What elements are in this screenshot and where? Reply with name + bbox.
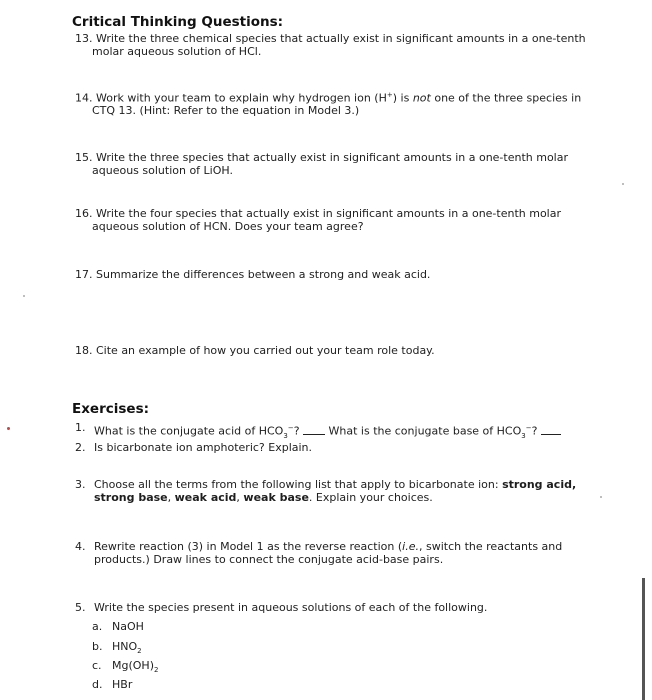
- exercise-text-part: , switch the reactants and: [418, 540, 563, 553]
- bold-term: strong base: [94, 490, 168, 504]
- sub-item-a: [92, 621, 212, 635]
- formula-part: HNO: [112, 640, 138, 653]
- subscript: 2: [137, 647, 142, 656]
- exercise-text-part: . Explain your choices.: [308, 490, 433, 504]
- subscript: 3: [521, 431, 526, 440]
- exercise-text-part: ?: [531, 424, 538, 438]
- exercise-5: [75, 602, 595, 616]
- question-number: 18.: [75, 344, 93, 357]
- exercise-text-part: What is the conjugate acid of HCO: [94, 424, 284, 438]
- exercise-4: [75, 541, 615, 569]
- formula-part: Mg(OH): [112, 659, 154, 672]
- exercise-text: [94, 422, 561, 442]
- answer-blank[interactable]: [303, 424, 325, 435]
- question-text-line2: molar aqueous solution of HCl.: [92, 44, 262, 58]
- exercise-text: [94, 479, 576, 504]
- separator: ,: [236, 490, 244, 504]
- sub-item-letter: d.: [92, 678, 103, 691]
- question-text-part: Work with your team to explain why hydrogen ion (H: [96, 91, 387, 105]
- sub-item-formula: HBr: [112, 678, 133, 691]
- question-text-line1: Cite an example of how you carried out your team role today.: [96, 344, 435, 357]
- question-text-part: one of the three species in: [430, 91, 582, 105]
- sub-item-b: [92, 641, 212, 655]
- question-15: [75, 152, 568, 177]
- question-16: [75, 208, 561, 233]
- superscript: −: [525, 424, 532, 432]
- subscript: 3: [283, 431, 288, 440]
- exercise-number: 3.: [75, 478, 86, 491]
- scan-speck: [7, 427, 10, 430]
- question-text-line2: CTQ 13. (Hint: Refer to the equation in Model 3.): [92, 104, 360, 118]
- exercise-number: 4.: [75, 540, 86, 553]
- question-number: 17.: [75, 268, 93, 281]
- superscript: −: [287, 424, 294, 432]
- question-17: [75, 269, 430, 282]
- question-text-line2: aqueous solution of HCN. Does your team agree?: [92, 219, 364, 233]
- exercise-text-part: products.) Draw lines to connect the conjugate acid-base pairs.: [94, 552, 444, 566]
- sub-item-formula: [112, 641, 142, 658]
- separator: ,: [167, 490, 175, 504]
- exercise-number: 1.: [75, 421, 86, 434]
- exercise-1: [75, 421, 595, 440]
- exercise-number: 5.: [75, 601, 86, 614]
- question-number: 15.: [75, 151, 93, 164]
- exercise-text-part: What is the conjugate base of HCO: [328, 424, 522, 438]
- emphasis-text: i.e.: [402, 540, 419, 553]
- sub-item-c: [92, 660, 212, 674]
- exercise-text-part: Rewrite reaction (3) in Model 1 as the reverse reaction (: [94, 540, 403, 553]
- superscript: +: [386, 91, 393, 99]
- question-number: 13.: [75, 32, 93, 45]
- exercise-text: [94, 541, 562, 566]
- scan-speck: [600, 496, 602, 498]
- sub-item-d: [92, 679, 212, 693]
- sub-item-formula: NaOH: [112, 620, 144, 633]
- exercise-3: [75, 479, 615, 507]
- question-text-line1: Summarize the differences between a strong and weak acid.: [96, 268, 431, 281]
- sub-item-letter: b.: [92, 640, 103, 653]
- sub-item-formula: [112, 660, 158, 677]
- scan-speck: [622, 183, 624, 185]
- bold-term: weak acid: [174, 490, 237, 504]
- question-text-line1: Write the three species that actually exist in significant amounts in a one-tenth molar: [96, 151, 569, 164]
- exercise-text: Is bicarbonate ion amphoteric? Explain.: [94, 441, 313, 454]
- question-text-line1: Write the three chemical species that actually exist in significant amounts in a one-tenth: [96, 32, 586, 45]
- question-14: [75, 89, 581, 118]
- sub-item-letter: a.: [92, 620, 103, 633]
- exercise-text-part: ?: [293, 424, 300, 438]
- question-text-part: ) is: [392, 91, 413, 105]
- bold-term: strong acid,: [502, 478, 577, 491]
- question-13: [75, 33, 586, 58]
- critical-thinking-heading: Critical Thinking Questions:: [72, 14, 284, 30]
- bold-term: weak base: [243, 490, 309, 504]
- scan-edge-shadow: [642, 578, 645, 700]
- subscript: 2: [154, 666, 159, 675]
- question-text-line1: Write the four species that actually exist in significant amounts in a one-tenth molar: [96, 207, 561, 220]
- question-number: 16.: [75, 207, 93, 220]
- question-number: 14.: [75, 91, 93, 105]
- exercises-heading: Exercises:: [72, 401, 149, 417]
- exercise-2: [75, 442, 595, 456]
- exercise-text: Write the species present in aqueous solutions of each of the following.: [94, 601, 488, 614]
- exercise-number: 2.: [75, 441, 86, 454]
- emphasis-text: not: [412, 91, 431, 105]
- question-18: [75, 345, 435, 358]
- sub-item-letter: c.: [92, 659, 102, 672]
- exercise-text-part: Choose all the terms from the following list that apply to bicarbonate ion:: [94, 478, 503, 491]
- answer-blank[interactable]: [541, 424, 561, 435]
- question-text-line2: aqueous solution of LiOH.: [92, 163, 233, 177]
- scan-speck: [23, 295, 25, 297]
